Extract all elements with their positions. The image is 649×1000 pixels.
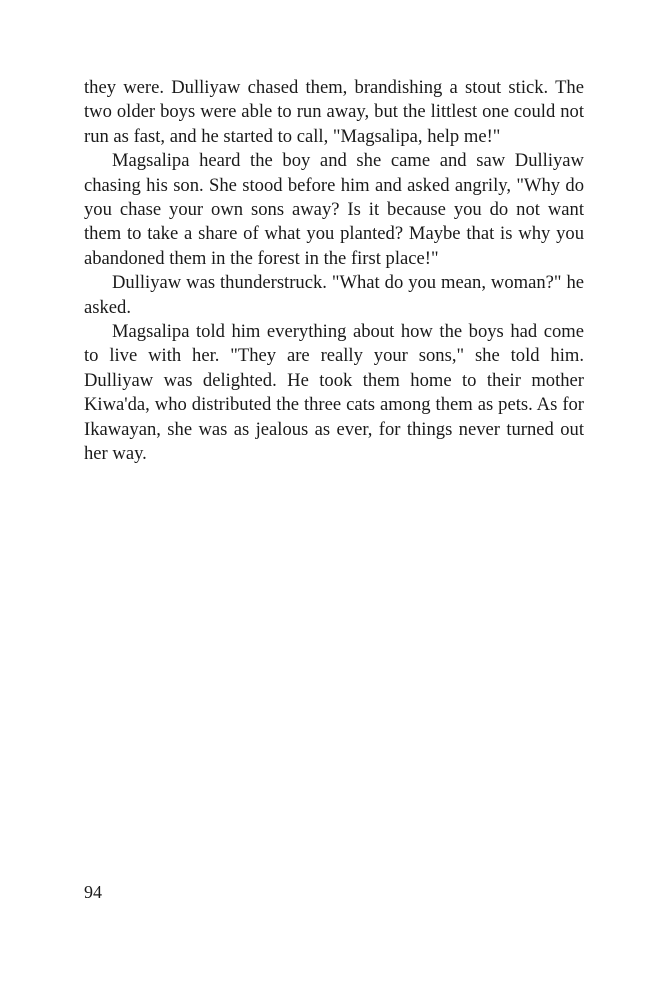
paragraph-2: Magsalipa heard the boy and she came and saw Dulliyaw chasing his son. She stood before him and asked angrily, "Why do you chase your own sons away? Is it because you do not want them to take a share of what you planted? Maybe that is why you abandoned them in the forest in the first place!": [84, 150, 584, 269]
paragraph-4: Magsalipa told him everything about how the boys had come to live with her. "They are really your sons," she told him. Dulliyaw was delighted. He took them home to their mother Kiwa'da, who distributed the three cats among them as pets. As for Ikawayan, she was as jealous as ever, for things never turned out her way.: [84, 321, 584, 465]
paragraph-1: they were. Dulliyaw chased them, brandishing a stout stick. The two older boys were able to run away, but the littlest one could not run as fast, and he started to call, "Magsalipa, help me!": [84, 77, 584, 147]
body-text: [84, 76, 584, 467]
paragraph-3: Dulliyaw was thunderstruck. "What do you mean, woman?" he asked.: [84, 272, 584, 318]
page-number: 94: [84, 882, 102, 902]
